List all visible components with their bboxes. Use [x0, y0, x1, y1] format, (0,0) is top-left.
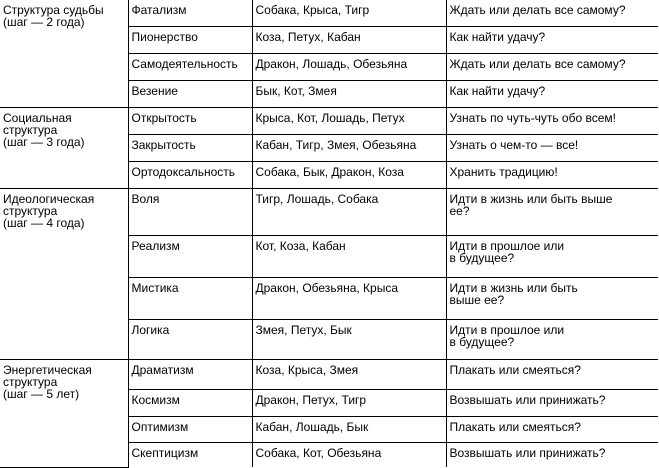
animals-cell: Коза, Крыса, Змея — [252, 360, 446, 390]
question-cell: Ждать или делать все самому? — [446, 54, 658, 81]
animals-cell: Дракон, Лошадь, Обезьяна — [252, 54, 446, 81]
animals-cell: Кабан, Лошадь, Бык — [252, 417, 446, 443]
group-name-cell: Энергетическая структура (шаг — 5 лет) — [0, 360, 128, 468]
type-cell: Логика — [128, 320, 252, 360]
question-cell: Идти в жизнь или быть выше ее? — [446, 189, 658, 236]
type-cell: Воля — [128, 189, 252, 236]
table-row — [0, 189, 658, 236]
animals-cell: Кабан, Тигр, Змея, Обезьяна — [252, 135, 446, 162]
animals-cell: Дракон, Петух, Тигр — [252, 390, 446, 417]
type-cell: Реализм — [128, 236, 252, 278]
question-cell: Узнать по чуть-чуть обо всем! — [446, 108, 658, 135]
type-cell: Везение — [128, 81, 252, 108]
type-cell: Самодеятельность — [128, 54, 252, 81]
group-name-cell: Идеологическая структура (шаг — 4 года) — [0, 189, 128, 360]
question-cell: Как найти удачу? — [446, 81, 658, 108]
type-cell: Открытость — [128, 108, 252, 135]
type-cell: Оптимизм — [128, 417, 252, 443]
type-cell: Космизм — [128, 390, 252, 417]
animals-cell: Собака, Кот, Обезьяна — [252, 443, 446, 468]
animals-cell: Крыса, Кот, Лошадь, Петух — [252, 108, 446, 135]
question-cell: Узнать о чем-то — все! — [446, 135, 658, 162]
type-cell: Пионерство — [128, 27, 252, 54]
table-row — [0, 0, 658, 27]
type-cell: Драматизм — [128, 360, 252, 390]
animals-cell: Бык, Кот, Змея — [252, 81, 446, 108]
animals-cell: Тигр, Лошадь, Собака — [252, 189, 446, 236]
animals-cell: Собака, Крыса, Тигр — [252, 0, 446, 27]
table-row — [0, 108, 658, 135]
question-cell: Плакать или смеяться? — [446, 417, 658, 443]
animals-cell: Собака, Бык, Дракон, Коза — [252, 162, 446, 189]
animals-cell: Коза, Петух, Кабан — [252, 27, 446, 54]
group-name-cell: Социальная структура (шаг — 3 года) — [0, 108, 128, 189]
question-cell: Возвышать или принижать? — [446, 443, 658, 468]
type-cell: Ортодоксальность — [128, 162, 252, 189]
animals-cell: Дракон, Обезьяна, Крыса — [252, 278, 446, 320]
type-cell: Скептицизм — [128, 443, 252, 468]
question-cell: Идти в жизнь или быть выше ее? — [446, 278, 658, 320]
type-cell: Закрытость — [128, 135, 252, 162]
table-row — [0, 360, 658, 390]
animals-cell: Кот, Коза, Кабан — [252, 236, 446, 278]
question-cell: Возвышать или принижать? — [446, 390, 658, 417]
group-name-cell: Структура судьбы (шаг — 2 года) — [0, 0, 128, 108]
type-cell: Фатализм — [128, 0, 252, 27]
animals-cell: Змея, Петух, Бык — [252, 320, 446, 360]
type-cell: Мистика — [128, 278, 252, 320]
question-cell: Плакать или смеяться? — [446, 360, 658, 390]
question-cell: Идти в прошлое или в будущее? — [446, 320, 658, 360]
question-cell: Хранить традицию! — [446, 162, 658, 189]
question-cell: Идти в прошлое или в будущее? — [446, 236, 658, 278]
question-cell: Ждать или делать все самому? — [446, 0, 658, 27]
question-cell: Как найти удачу? — [446, 27, 658, 54]
